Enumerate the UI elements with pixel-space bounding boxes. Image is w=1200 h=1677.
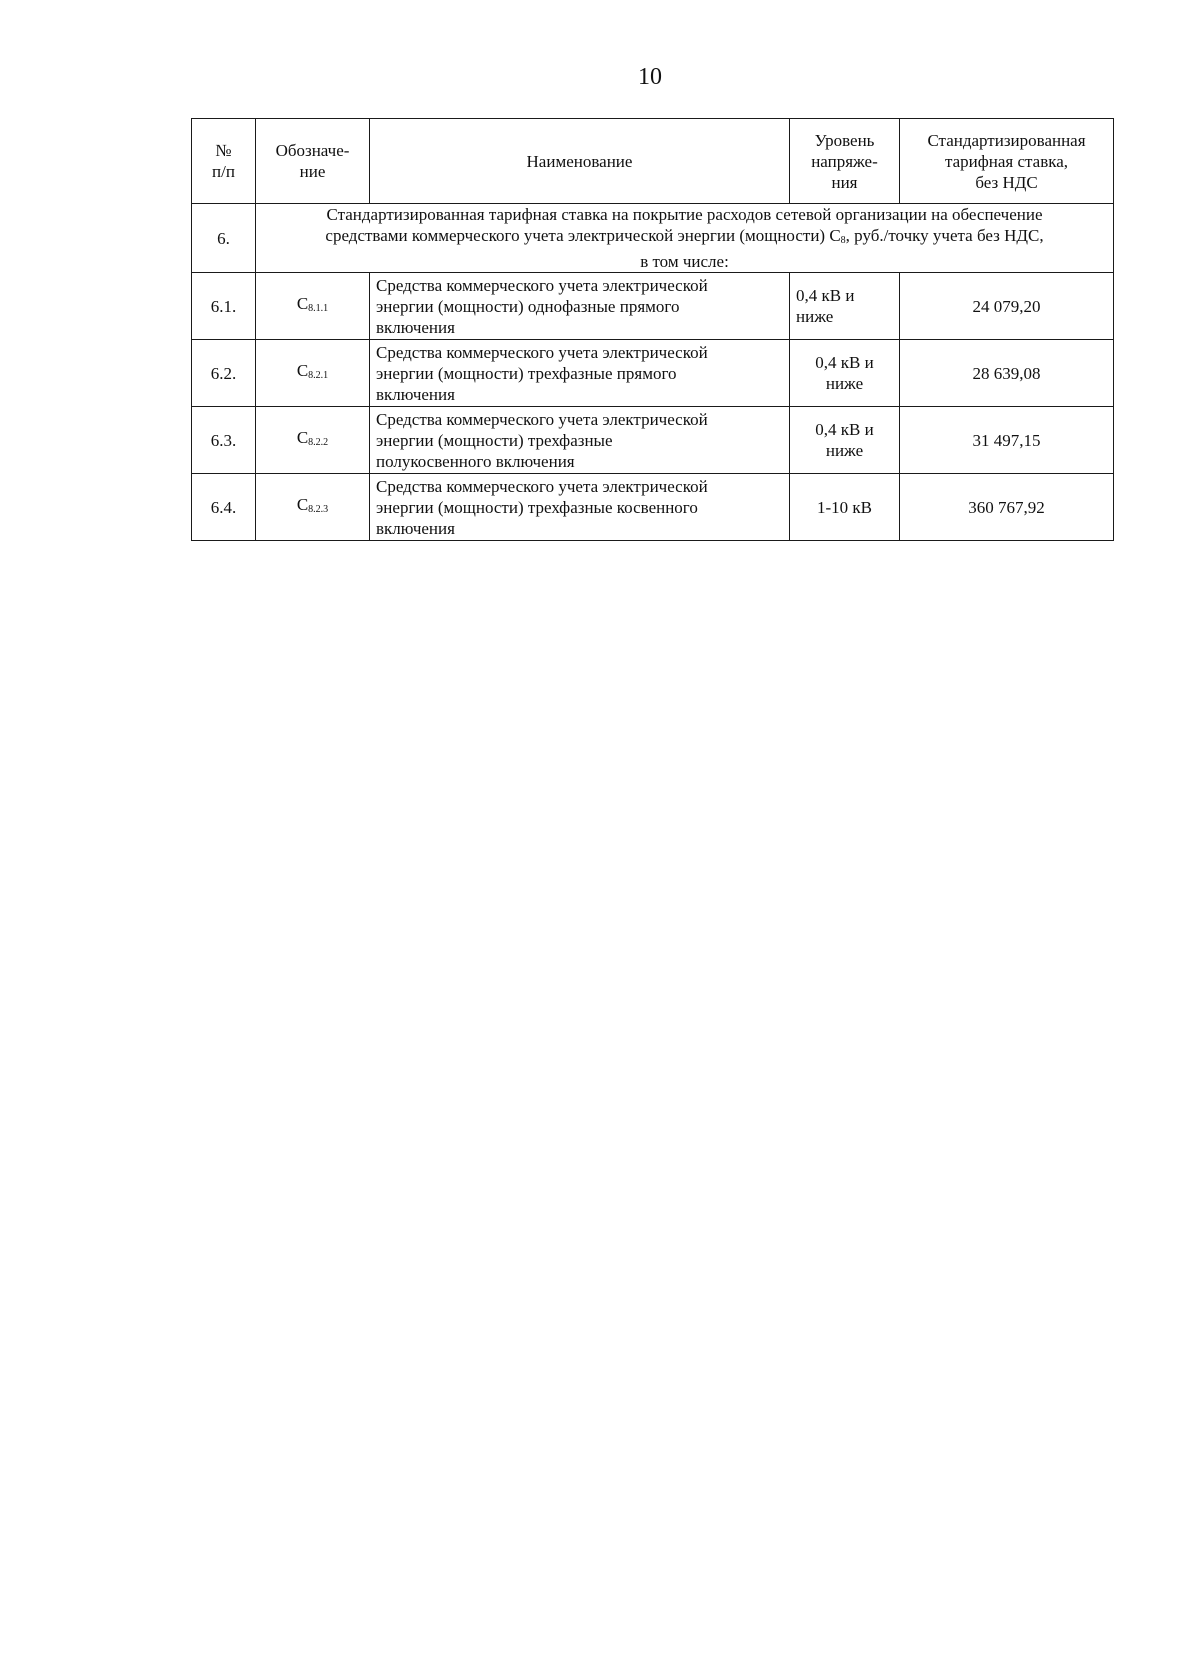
row-voltage: 0,4 кВ и ниже [790,273,900,340]
row-designation: C8.2.1 [256,340,370,407]
table-row [192,340,1114,407]
row-name: Средства коммерческого учета электрической энергии (мощности) трехфазные прямого включения [370,340,790,407]
table-row [192,474,1114,541]
table-row [192,407,1114,474]
header-voltage: Уровень напряже- ния [790,119,900,204]
section-number: 6. [192,204,256,273]
table-row [192,273,1114,340]
row-designation: C8.1.1 [256,273,370,340]
row-designation: C8.2.2 [256,407,370,474]
row-rate: 31 497,15 [900,407,1114,474]
header-designation: Обозначе- ние [256,119,370,204]
row-name: Средства коммерческого учета электрической энергии (мощности) трехфазные косвенного включения [370,474,790,541]
row-number: 6.4. [192,474,256,541]
row-designation: C8.2.3 [256,474,370,541]
row-number: 6.1. [192,273,256,340]
section-description: Стандартизированная тарифная ставка на покрытие расходов сетевой организации на обеспечение средствами коммерческого учета электрической энергии (мощности) C8, руб./точку учета без НДС, в том числе: [256,204,1114,273]
page-number: 10 [638,64,662,90]
row-rate: 28 639,08 [900,340,1114,407]
row-rate: 24 079,20 [900,273,1114,340]
tariff-table [191,118,1114,541]
row-number: 6.2. [192,340,256,407]
row-rate: 360 767,92 [900,474,1114,541]
row-voltage: 1-10 кВ [790,474,900,541]
header-number: № п/п [192,119,256,204]
row-name: Средства коммерческого учета электрической энергии (мощности) трехфазные полукосвенного включения [370,407,790,474]
row-voltage: 0,4 кВ и ниже [790,407,900,474]
header-rate: Стандартизированная тарифная ставка, без НДС [900,119,1114,204]
row-name: Средства коммерческого учета электрической энергии (мощности) однофазные прямого включения [370,273,790,340]
table-header-row [192,119,1114,204]
header-name: Наименование [370,119,790,204]
row-number: 6.3. [192,407,256,474]
section-row [192,204,1114,273]
row-voltage: 0,4 кВ и ниже [790,340,900,407]
